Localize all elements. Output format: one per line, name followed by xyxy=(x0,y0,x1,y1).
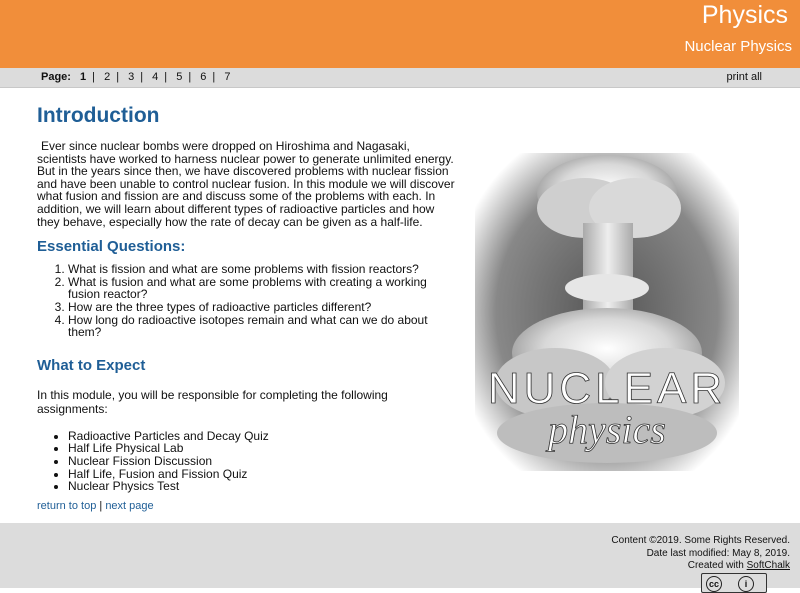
softchalk-link[interactable]: SoftChalk xyxy=(746,560,790,572)
page-list xyxy=(41,71,236,83)
link-divider: | xyxy=(99,500,103,512)
physics-word: physics xyxy=(548,407,666,452)
next-page-link[interactable]: next page xyxy=(105,500,154,512)
page-link-5[interactable]: 5 xyxy=(176,71,183,83)
return-to-top-link[interactable]: return to top xyxy=(37,500,97,512)
intro-paragraph: Ever since nuclear bombs were dropped on Hiroshima and Nagasaki, scientists have worked to harness nuclear power to generate unlimited energy. But in the years since then, we have discovered problems with nuclear fission and have been unable to control nuclear fusion. In this module we will discover what fusion and fission are and discuss some of the problems with each. In addition, we will learn about different types of radioactive particles and how they behave, especially how the rate of decay can be given as a half-life. xyxy=(37,139,455,229)
copyright-line: Content ©2019. Some Rights Reserved. xyxy=(611,535,790,546)
main-content xyxy=(37,100,457,493)
list-item: 4. How long do radioactive isotopes remain and what can we do about them? xyxy=(68,314,457,339)
list-item: 2. What is fusion and what are some problems with creating a working fusion reactor? xyxy=(68,276,457,301)
expect-paragraph: In this module, you will be responsible for completing the following assignments: xyxy=(37,387,388,416)
bottom-nav-links xyxy=(37,500,154,512)
list-item: 3. How are the three types of radioactive particles different? xyxy=(68,301,457,314)
page-navigation-bar xyxy=(0,68,800,88)
page-link-1[interactable]: 1 xyxy=(80,71,87,83)
page-title: Introduction xyxy=(37,104,160,127)
page-link-6[interactable]: 6 xyxy=(200,71,207,83)
list-item: • Nuclear Fission Discussion xyxy=(68,455,457,468)
assignments-list xyxy=(37,430,457,493)
attribution-icon: i xyxy=(738,576,754,592)
page-link-2[interactable]: 2 xyxy=(104,71,111,83)
cc-icon: cc xyxy=(706,576,722,592)
page-separator: | xyxy=(92,71,96,83)
list-item: 1. What is fission and what are some problems with fission reactors? xyxy=(68,263,457,276)
page-separator: | xyxy=(116,71,120,83)
page-link-4[interactable]: 4 xyxy=(152,71,159,83)
what-to-expect-heading: What to Expect xyxy=(37,356,146,374)
print-all-link[interactable]: print all xyxy=(726,71,762,83)
creative-commons-badge[interactable] xyxy=(701,573,767,593)
header-banner xyxy=(0,0,800,68)
created-prefix: Created with xyxy=(687,560,744,572)
course-title: Physics xyxy=(701,1,788,29)
list-item: • Nuclear Physics Test xyxy=(68,480,457,493)
list-item: • Radioactive Particles and Decay Quiz xyxy=(68,430,457,443)
page-label: Page: xyxy=(41,71,71,83)
page-separator: | xyxy=(188,71,192,83)
created-line xyxy=(611,560,790,573)
module-subtitle: Nuclear Physics xyxy=(684,38,792,55)
nuclear-physics-image xyxy=(475,153,739,471)
nuclear-word: NUCLEAR xyxy=(487,364,727,413)
list-item: • Half Life Physical Lab xyxy=(68,442,457,455)
page-separator: | xyxy=(140,71,144,83)
list-item: • Half Life, Fusion and Fission Quiz xyxy=(68,468,457,481)
questions-list xyxy=(37,263,457,339)
page-link-7[interactable]: 7 xyxy=(224,71,231,83)
page-separator: | xyxy=(164,71,168,83)
essential-questions-heading: Essential Questions: xyxy=(37,238,186,256)
page-separator: | xyxy=(212,71,216,83)
page-footer xyxy=(0,523,800,588)
modified-line: Date last modified: May 8, 2019. xyxy=(646,547,790,559)
page-link-3[interactable]: 3 xyxy=(128,71,135,83)
mushroom-cloud-illustration xyxy=(475,153,739,471)
footer-text xyxy=(611,535,790,573)
